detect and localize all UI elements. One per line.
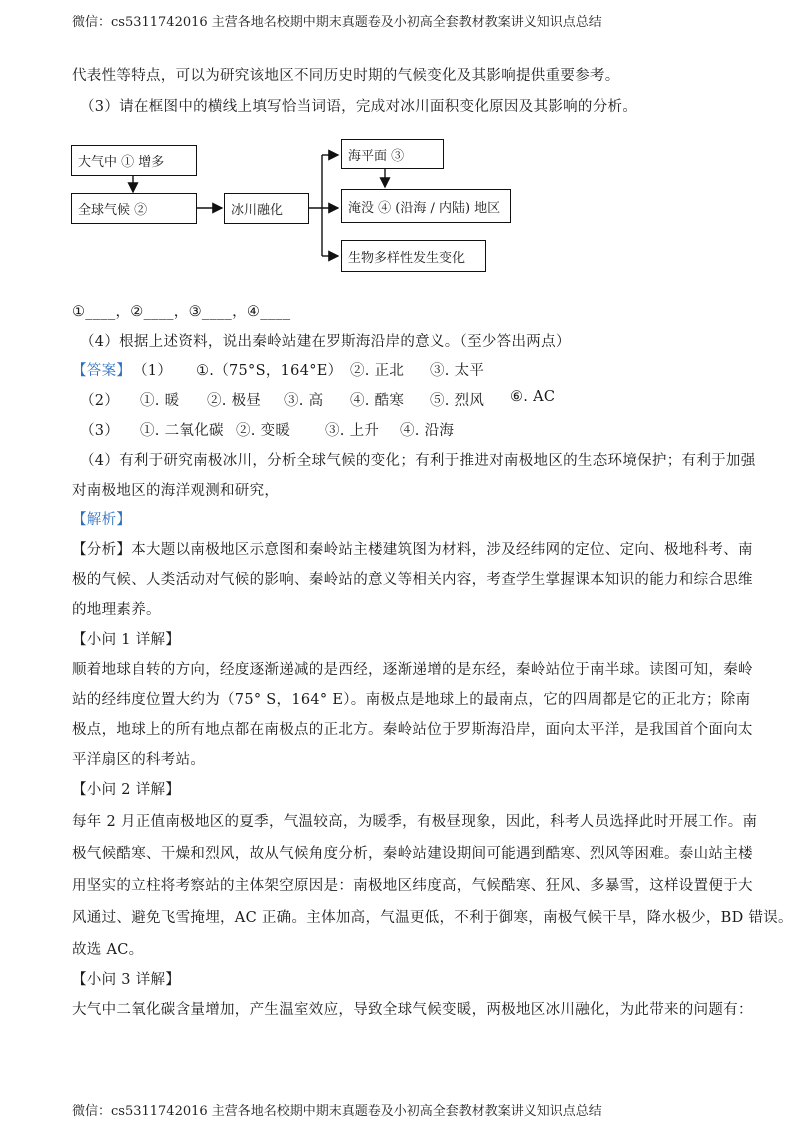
answer-item: ④. 沿海 (400, 423, 455, 439)
analysis-line: 平洋扇区的科考站。 (72, 752, 206, 768)
answer-line: 对南极地区的海洋观测和研究， (72, 483, 280, 499)
answer-item: （1） (133, 363, 173, 379)
answer-item: （2） (80, 393, 120, 409)
answer-item: ②. 正北 (350, 363, 405, 379)
analysis-line: 每年 2 月正值南极地区的夏季，气温较高，为暖季，有极昼现象，因此，科考人员选择此时开展工作。南 (72, 814, 758, 830)
diagram-box-global-climate: 全球气候 ② (71, 193, 197, 224)
subquestion-1-title: 【小问 1 详解】 (72, 632, 181, 648)
answer-item: ④. 酷寒 (350, 393, 405, 409)
diagram-box-flooding: 淹没 ④ (沿海 / 内陆) 地区 (341, 189, 511, 223)
page-footer: 微信：cs5311742016 主营各地名校期中期末真题卷及小初高全套教材教案讲义知识点总结 (72, 1104, 602, 1119)
answer-blanks: ①____，②____，③____，④____ (72, 304, 291, 320)
answer-tag: 【答案】 (72, 363, 132, 379)
answer-line: （4）有利于研究南极冰川，分析全球气候的变化；有利于推进对南极地区的生态环境保护；有利于加强 (80, 453, 756, 469)
question-4-text: （4）根据上述资料，说出秦岭站建在罗斯海沿岸的意义。（至少答出两点） (80, 334, 571, 350)
answer-item: （3） (80, 423, 120, 439)
answer-item: ③. 高 (284, 393, 324, 409)
diagram-box-glacier-melting: 冰川融化 (224, 193, 309, 224)
analysis-line: 风通过、避免飞雪掩埋，AC 正确。主体加高，气温更低，不利于御寒，南极气候干旱，降水极少，BD 错误。 (72, 910, 793, 926)
analysis-line: 用坚实的立柱将考察站的主体架空原因是：南极地区纬度高，气候酷寒、狂风、多暴雪，这样设置便于大 (72, 878, 753, 894)
answer-item: ①. 暖 (140, 393, 180, 409)
subquestion-3-title: 【小问 3 详解】 (72, 972, 181, 988)
diagram-box-sea-level: 海平面 ③ (341, 139, 444, 169)
analysis-tag: 【解析】 (72, 512, 132, 528)
analysis-line: 站的经纬度位置大约为（75° S，164° E）。南极点是地球上的最南点，它的四周都是它的正北方；除南 (72, 692, 751, 708)
analysis-line: 顺着地球自转的方向，经度逐渐递减的是西经，逐渐递增的是东经，秦岭站位于南半球。读图可知，秦岭 (72, 662, 753, 678)
analysis-line: 极点，地球上的所有地点都在南极点的正北方。秦岭站位于罗斯海沿岸，面向太平洋，是我国首个面向太 (72, 722, 753, 738)
answer-item: ③. 上升 (325, 423, 380, 439)
answer-item: ③. 太平 (430, 363, 485, 379)
analysis-line: 极的气候、人类活动对气候的影响、秦岭站的意义等相关内容，考查学生掌握课本知识的能力和综合思维 (72, 572, 753, 588)
subquestion-2-title: 【小问 2 详解】 (72, 782, 181, 798)
analysis-line: 故选 AC。 (72, 942, 144, 958)
answer-item: ②. 变暖 (236, 423, 291, 439)
analysis-line: 的地理素养。 (72, 602, 161, 618)
analysis-line: 大气中二氧化碳含量增加，产生温室效应，导致全球气候变暖，两极地区冰川融化，为此带来的问题有： (72, 1002, 753, 1018)
analysis-line: 【分析】本大题以南极地区示意图和秦岭站主楼建筑图为材料，涉及经纬网的定位、定向、极地科考、南 (72, 542, 753, 558)
paragraph-line: 代表性等特点，可以为研究该地区不同历史时期的气候变化及其影响提供重要参考。 (72, 68, 620, 84)
diagram-box-biodiversity: 生物多样性发生变化 (341, 240, 486, 272)
answer-item: ⑤. 烈风 (430, 393, 485, 409)
answer-item: ⑥. AC (510, 389, 556, 405)
question-3-text: （3）请在框图中的横线上填写恰当词语，完成对冰川面积变化原因及其影响的分析。 (80, 99, 638, 115)
answer-item: ②. 极昼 (207, 393, 262, 409)
page-header: 微信：cs5311742016 主营各地名校期中期末真题卷及小初高全套教材教案讲义知识点总结 (72, 15, 602, 30)
analysis-line: 极气候酷寒、干燥和烈风，故从气候角度分析，秦岭站建设期间可能遇到酷寒、烈风等困难。泰山站主楼 (72, 846, 753, 862)
diagram-box-atmosphere: 大气中 ① 增多 (71, 145, 197, 176)
answer-item: ①.（75°S，164°E） (196, 363, 343, 379)
answer-item: ①. 二氧化碳 (140, 423, 224, 439)
